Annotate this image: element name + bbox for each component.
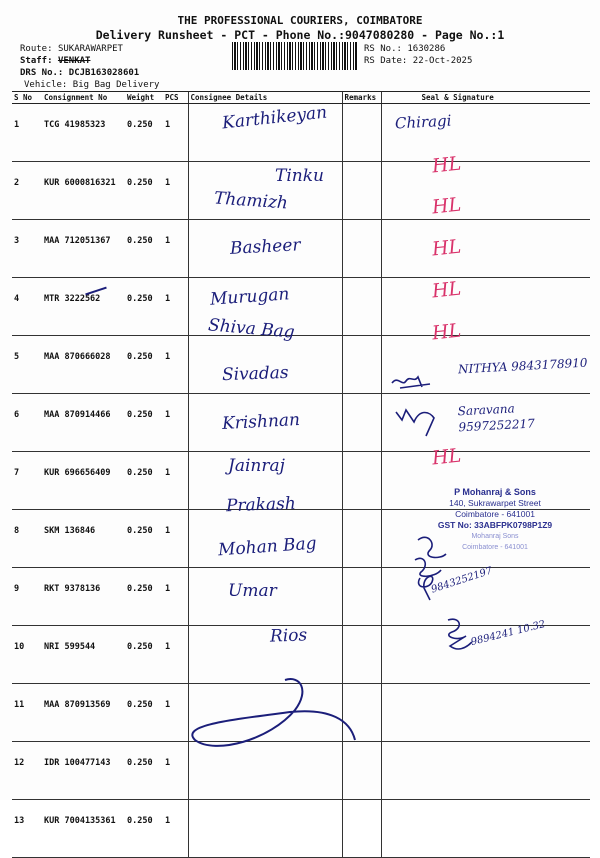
stamp-address2: Coimbatore - 641001 — [455, 509, 535, 519]
row-consignment: KUR 6000816321 — [42, 162, 125, 220]
row-weight: 0.250 — [125, 626, 163, 684]
row-sno: 1 — [12, 104, 42, 162]
row-weight: 0.250 — [125, 452, 163, 510]
row-consignment: MAA 870913569 — [42, 684, 125, 742]
seal-handwritten: HL — [430, 193, 463, 219]
col-weight: Weight — [125, 92, 163, 104]
row-consignment: NRI 599544 — [42, 626, 125, 684]
consignee-handwritten: Krishnan — [221, 409, 301, 434]
row-sno: 13 — [12, 800, 42, 858]
row-consignment: RKT 9378136 — [42, 568, 125, 626]
row13-phone: 9894241 10.32 — [469, 618, 547, 649]
stamp-faint1: Mohanraj Sons — [471, 533, 519, 540]
row-pcs: 1 — [163, 394, 188, 452]
col-pcs: PCS — [163, 92, 188, 104]
drs-label: DRS No.: — [20, 68, 64, 78]
row-consignment: TCG 41985323 — [42, 104, 125, 162]
rs-date-value: 22-Oct-2025 — [412, 56, 473, 66]
rs-no-value: 1630286 — [407, 44, 446, 54]
consignee-handwritten: Thamizh — [213, 188, 289, 214]
seal-handwritten: HL — [430, 277, 463, 303]
row-consignment: IDR 100477143 — [42, 742, 125, 800]
vehicle-label: Vehicle: — [24, 80, 68, 90]
row-pcs: 1 — [163, 568, 188, 626]
consignee-handwritten: Tinku — [275, 165, 324, 186]
row13-sig — [448, 619, 472, 649]
runsheet-title: Delivery Runsheet - PCT - Phone No.:9047080280 - Page No.:1 — [95, 28, 505, 42]
company-title: THE PROFESSIONAL COURIERS, COIMBATORE — [177, 14, 423, 27]
consignee-handwritten: Jainraj — [228, 455, 285, 476]
vehicle-value: Big Bag Delivery — [72, 80, 160, 90]
col-consignee: Consignee Details — [188, 92, 342, 104]
seal-handwritten: HL — [430, 319, 463, 344]
row-sno: 4 — [12, 278, 42, 336]
row-consignment: MAA 870914466 — [42, 394, 125, 452]
seal-handwritten: HL — [430, 152, 463, 178]
row-weight: 0.250 — [125, 394, 163, 452]
row-consignment: MAA 870666028 — [42, 336, 125, 394]
row-weight: 0.250 — [125, 742, 163, 800]
row-pcs: 1 — [163, 336, 188, 394]
stamp-address1: 140, Sukrawarpet Street — [449, 498, 541, 508]
consignee-handwritten: Rios — [269, 625, 308, 648]
row7-sig — [392, 377, 430, 388]
seal-handwritten: HL — [430, 235, 463, 261]
row-weight: 0.250 — [125, 684, 163, 742]
col-seal: Seal & Signature — [381, 92, 590, 104]
big-signature — [192, 679, 355, 746]
consignee-handwritten: Karthikeyan — [221, 102, 328, 134]
row-sno: 11 — [12, 684, 42, 742]
row-sno: 12 — [12, 742, 42, 800]
row-sno: 7 — [12, 452, 42, 510]
staff-value: VENKAT — [57, 56, 91, 66]
row-seal-cell — [381, 800, 590, 858]
row-sno: 10 — [12, 626, 42, 684]
row-pcs: 1 — [163, 510, 188, 568]
consignee-handwritten: Umar — [228, 580, 277, 601]
row-sno: 8 — [12, 510, 42, 568]
row11-sig — [415, 558, 441, 576]
seal-signature-text: NITHYA 9843178910 — [457, 355, 588, 377]
row-pcs: 1 — [163, 684, 188, 742]
col-remarks: Remarks — [342, 92, 381, 104]
row12-sig — [419, 576, 433, 600]
row-pcs: 1 — [163, 626, 188, 684]
row-weight: 0.250 — [125, 336, 163, 394]
row-pcs: 1 — [163, 278, 188, 336]
row-weight: 0.250 — [125, 220, 163, 278]
consignee-handwritten: Prakash — [225, 494, 297, 517]
seal-signature-text: Chiragi — [394, 111, 452, 133]
row8-sig — [396, 410, 434, 436]
route-label: Route: — [20, 44, 53, 54]
consignee-handwritten: Mohan Bag — [217, 533, 318, 561]
row-sno: 9 — [12, 568, 42, 626]
col-consignment: Consignment No — [42, 92, 125, 104]
stamp-name: P Mohanraj & Sons — [454, 487, 536, 497]
rs-date-label: RS Date: — [364, 56, 408, 66]
row-sno: 2 — [12, 162, 42, 220]
row-consignment: MTR 3222562 — [42, 278, 125, 336]
seal-handwritten: HL — [430, 444, 463, 470]
row-consignment: KUR 696656409 — [42, 452, 125, 510]
row-weight: 0.250 — [125, 510, 163, 568]
staff-label: Staff: — [20, 56, 53, 66]
col-sno: S No — [12, 92, 42, 104]
row-weight: 0.250 — [125, 162, 163, 220]
row-pcs: 1 — [163, 104, 188, 162]
seal-signature-text: Saravana 9597252217 — [457, 401, 536, 435]
consignee-handwritten: Sivadas — [221, 363, 289, 386]
row-consignment: KUR 7004135361 — [42, 800, 125, 858]
stamp-gst: GST No: 33ABFPK0798P1Z9 — [437, 520, 553, 530]
rs-no-label: RS No.: — [364, 44, 402, 54]
row-weight: 0.250 — [125, 278, 163, 336]
row10-sig — [418, 537, 446, 557]
row-weight: 0.250 — [125, 800, 163, 858]
stamp-faint2: Coimbatore - 641001 — [462, 544, 528, 551]
row12-phone: 9843252197 — [429, 565, 494, 596]
row-consignment: MAA 712051367 — [42, 220, 125, 278]
row-sno: 6 — [12, 394, 42, 452]
row-consignment: SKM 136846 — [42, 510, 125, 568]
consignee-handwritten: Murugan — [209, 284, 291, 310]
row-pcs: 1 — [163, 162, 188, 220]
row-pcs: 1 — [163, 220, 188, 278]
row-pcs: 1 — [163, 452, 188, 510]
drs-value: DCJB163028601 — [68, 68, 140, 78]
row-weight: 0.250 — [125, 568, 163, 626]
consignee-handwritten: Shiva Bag — [207, 314, 296, 343]
row-consignee-cell — [188, 800, 342, 858]
table-row — [12, 800, 590, 858]
route-value: SUKARAWARPET — [57, 44, 123, 54]
consignee-handwritten: Basheer — [229, 235, 302, 259]
row-pcs: 1 — [163, 742, 188, 800]
row-sno: 3 — [12, 220, 42, 278]
row-pcs: 1 — [163, 800, 188, 858]
row-weight: 0.250 — [125, 104, 163, 162]
row-sno: 5 — [12, 336, 42, 394]
row-remarks — [342, 800, 381, 858]
